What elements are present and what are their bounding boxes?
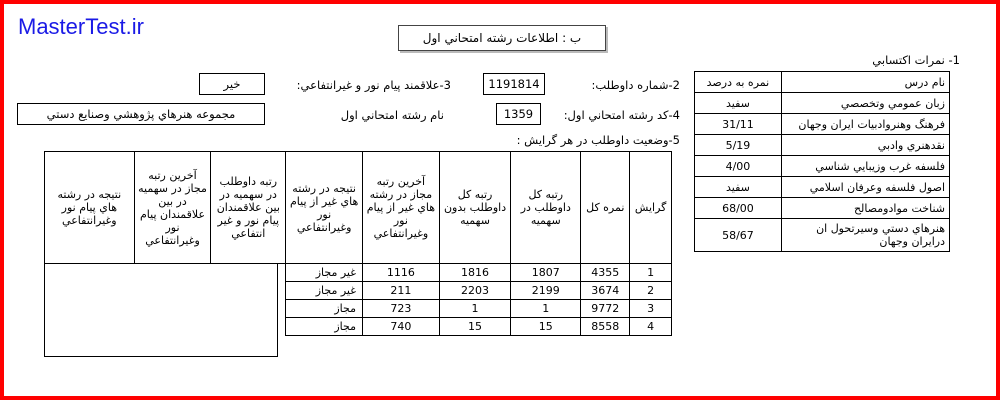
- grade-subject: فرهنگ وهنروادبيات ايران وجهان: [781, 114, 949, 135]
- rank-no-quota-cell: 1816: [439, 264, 511, 282]
- result-cell: غير مجاز: [286, 264, 363, 282]
- grades-row: [695, 198, 950, 219]
- col-header-total-score: نمره کل: [581, 152, 630, 264]
- grade-subject: هنرهاي دستي وسيرتحول ان درايران وجهان: [781, 219, 949, 252]
- result-cell: مجاز: [286, 300, 363, 318]
- interest-field: خير: [199, 73, 265, 95]
- grade-score: 58/67: [695, 219, 782, 252]
- interest-label: 3-علاقمند پيام نور و غيرانتفاعي:: [296, 78, 451, 92]
- grade-score: 5/19: [695, 135, 782, 156]
- rank-no-quota-cell: 2203: [439, 282, 511, 300]
- candidate-number-field: 1191814: [483, 73, 545, 95]
- grades-row: [695, 177, 950, 198]
- grade-subject: شناخت موادومصالح: [781, 198, 949, 219]
- grades-header-score: نمره به درصد: [695, 72, 782, 93]
- branch-cell: 1: [630, 264, 672, 282]
- col-header-branch: گرايش: [630, 152, 672, 264]
- grade-subject: نقدهنري وادبي: [781, 135, 949, 156]
- col-header-pnu-result: نتيجه در رشته هاي پيام نور وغيرانتفاعي: [45, 152, 135, 264]
- grade-score: 4/00: [695, 156, 782, 177]
- last-rank-cell: 740: [363, 318, 440, 336]
- result-cell: مجاز: [286, 318, 363, 336]
- field-name-field: مجموعه هنرهاي پژوهشي وصنايع دستي: [17, 103, 265, 125]
- col-header-result: نتيجه در رشته هاي غير از پيام نور وغيرانتفاعي: [286, 152, 363, 264]
- grades-row: [695, 93, 950, 114]
- rank-no-quota-cell: 15: [439, 318, 511, 336]
- field-code-field: 1359: [496, 103, 541, 125]
- rank-quota-cell: 15: [511, 318, 581, 336]
- grade-subject: فلسفه غرب وزيبايي شناسي: [781, 156, 949, 177]
- grades-row: [695, 156, 950, 177]
- result-cell: غير مجاز: [286, 282, 363, 300]
- grades-row: [695, 114, 950, 135]
- total-score-cell: 9772: [581, 300, 630, 318]
- grades-row: [695, 135, 950, 156]
- field-name-label: نام رشته امتحاني اول: [340, 108, 444, 122]
- col-header-rank-quota: رتبه کل داوطلب در سهميه: [511, 152, 581, 264]
- grades-header-subject: نام درس: [781, 72, 949, 93]
- last-rank-cell: 1116: [363, 264, 440, 282]
- grades-row: [695, 219, 950, 252]
- status-header-row: [45, 152, 672, 264]
- last-rank-cell: 211: [363, 282, 440, 300]
- field-code-label: 4-کد رشته امتحاني اول:: [563, 108, 680, 122]
- last-rank-cell: 723: [363, 300, 440, 318]
- col-header-last-rank: آخرين رتبه مجاز در رشته هاي غير از پيام نور وغيرانتفاعي: [363, 152, 440, 264]
- grades-table: [694, 71, 950, 252]
- grade-subject: زبان عمومي وتخصصي: [781, 93, 949, 114]
- rank-no-quota-cell: 1: [439, 300, 511, 318]
- rank-quota-cell: 2199: [511, 282, 581, 300]
- rank-quota-cell: 1: [511, 300, 581, 318]
- section-title: ب : اطلاعات رشته امتحاني اول: [398, 25, 606, 51]
- branch-cell: 4: [630, 318, 672, 336]
- total-score-cell: 4355: [581, 264, 630, 282]
- watermark: MasterTest.ir: [18, 14, 144, 39]
- section1-label: 1- نمرات اکتسابي: [872, 53, 960, 67]
- pnu-blank-area: [44, 263, 278, 357]
- grade-score: 68/00: [695, 198, 782, 219]
- grade-score: 31/11: [695, 114, 782, 135]
- grade-subject: اصول فلسفه وعرفان اسلامي: [781, 177, 949, 198]
- col-header-rank-no-quota: رتبه کل داوطلب بدون سهميه: [439, 152, 511, 264]
- grade-score: سفيد: [695, 177, 782, 198]
- col-header-pnu-last-rank: آخرين رتبه مجاز در سهميه در بين علاقمندان پيام نور وغيرانتفاعي: [134, 152, 211, 264]
- branch-cell: 3: [630, 300, 672, 318]
- grades-header-row: [695, 72, 950, 93]
- candidate-number-label: 2-شماره داوطلب:: [591, 78, 680, 92]
- total-score-cell: 8558: [581, 318, 630, 336]
- rank-quota-cell: 1807: [511, 264, 581, 282]
- col-header-pnu-rank: رتبه داوطلب در سهميه در بين علاقمندان پيام نور و غير انتفاعي: [211, 152, 286, 264]
- branch-cell: 2: [630, 282, 672, 300]
- status-label: 5-وضعيت داوطلب در هر گرايش :: [516, 133, 680, 147]
- grade-score: سفيد: [695, 93, 782, 114]
- total-score-cell: 3674: [581, 282, 630, 300]
